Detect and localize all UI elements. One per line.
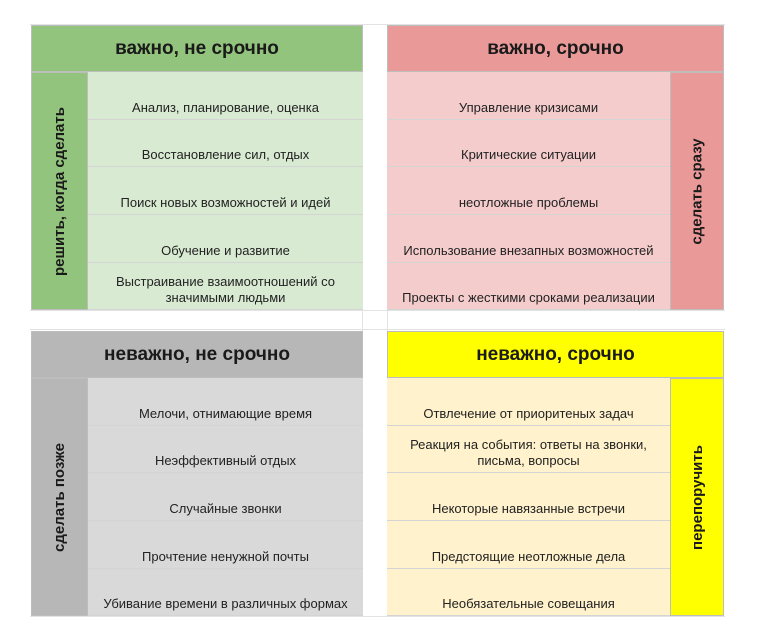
list-item: Поиск новых возможностей и идей: [88, 167, 363, 215]
list-item: Анализ, планирование, оценка: [88, 72, 363, 120]
quadrant-important-urgent-side-label: [670, 72, 724, 310]
list-item: Убивание времени в различных формах: [88, 569, 363, 616]
side-label-text: сделать сразу: [688, 137, 706, 245]
list-item: Критические ситуации: [387, 120, 670, 167]
side-label-text: сделать позже: [51, 442, 68, 552]
list-item: Управление кризисами: [387, 72, 670, 120]
grid-line: [30, 616, 725, 617]
list-item: Выстраивание взаимоотношений со значимыми людьми: [88, 263, 363, 310]
list-item: неотложные проблемы: [387, 167, 670, 215]
side-label-text: перепоручить: [688, 444, 706, 550]
list-item: Неэффективный отдых: [88, 426, 363, 473]
quadrant-not-important-urgent-side-label: [670, 378, 724, 616]
list-item: Проекты с жесткими сроками реализации: [387, 263, 670, 310]
quadrant-important-not-urgent-title: важно, не срочно: [31, 25, 363, 72]
list-item: Случайные звонки: [88, 473, 363, 521]
quadrant-important-not-urgent-side-label: [31, 72, 88, 310]
list-item: Необязательные совещания: [387, 569, 670, 616]
list-item: Некоторые навязанные встречи: [387, 473, 670, 521]
list-item: Отвлечение от приоритеных задач: [387, 378, 670, 426]
quadrant-not-important-urgent-title: неважно, срочно: [387, 331, 724, 378]
list-item: Мелочи, отнимающие время: [88, 378, 363, 426]
quadrant-not-important-not-urgent-title: неважно, не срочно: [31, 331, 363, 378]
grid-line: [30, 310, 725, 311]
list-item: Прочтение ненужной почты: [88, 521, 363, 569]
grid-line: [30, 329, 725, 330]
side-label-text: решить, когда сделать: [51, 106, 68, 276]
quadrant-important-urgent-title: важно, срочно: [387, 25, 724, 72]
list-item: Обучение и развитие: [88, 215, 363, 263]
list-item: Использование внезапных возможностей: [387, 215, 670, 263]
list-item: Восстановление сил, отдых: [88, 120, 363, 167]
list-item: Предстоящие неотложные дела: [387, 521, 670, 569]
list-item: Реакция на события: ответы на звонки, письма, вопросы: [387, 426, 670, 473]
quadrant-not-important-not-urgent-side-label: [31, 378, 88, 616]
